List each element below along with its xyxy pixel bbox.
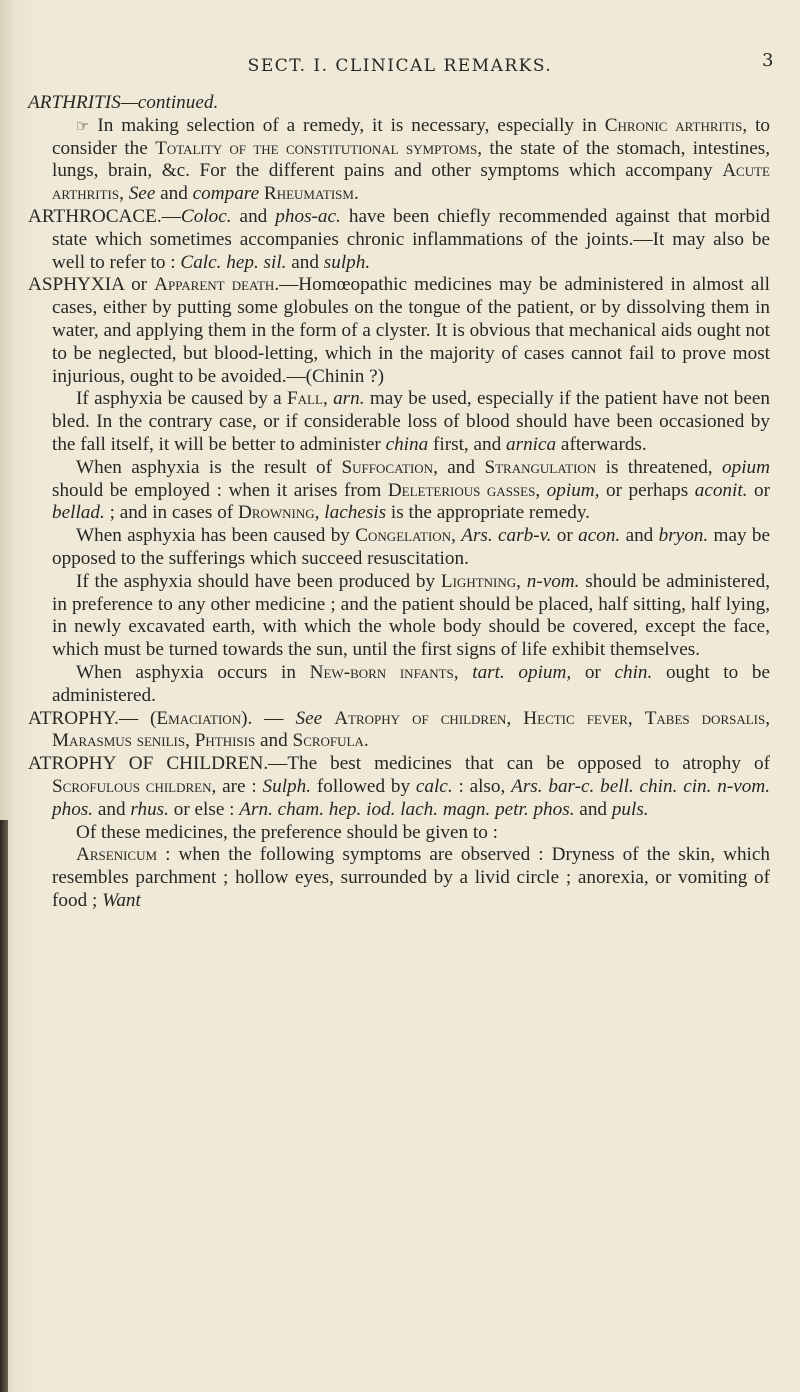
binding-shadow <box>0 820 8 1392</box>
asphyxia-congelation: When asphyxia has been caused by Congelation, Ars. carb-v. or acon. and bryon. may be opposed to the sufferings which succeed resuscitation. <box>52 525 771 569</box>
asphyxia-newborn: When asphyxia occurs in New-born infants, tart. opium, or chin. ought to be administered. <box>52 661 770 706</box>
entry-arthrocace: ARTHROCACE.—Coloc. and phos-ac. have been chiefly recommended against that morbid state which sometimes accompanies chronic inflammations of the joints.—It may also be well to refer to : Calc. hep. sil. and sulph. <box>28 205 770 273</box>
entry-atrophy: ATROPHY.— (Emaciation). — See Atrophy of children, Hectic fever, Tabes dorsalis, Marasmus senilis, Phthisis and Scrofula. <box>28 707 771 752</box>
pointing-hand-icon: ☞ <box>76 116 90 135</box>
entry-arthritis-text: ☞ In making selection of a remedy, it is necessary, especially in Chronic arthritis, to consider the Totality of the constitutional symptoms, the state of the stomach, intestines, lungs, brain, &c. For the different pains and other symptoms which accompany Acute arthritis, See and compare Rheumatism. <box>52 114 770 205</box>
atrophy-children-arsenicum: Arsenicum : when the following symptoms are observed : Dryness of the skin, which resembles parchment ; hollow eyes, surrounded by a livid circle ; anorexia, or vomiting of food ; Want <box>52 844 770 911</box>
asphyxia-suffocation: When asphyxia is the result of Suffocation, and Strangulation is threatened, opium should be employed : when it arises from Deleterious gasses, opium, or perhaps aconit. or bellad. ; and in cases of Drowning, lachesis is the appropriate remedy. <box>52 456 771 524</box>
entry-asphyxia: ASPHYXIA or Apparent death.—Homœopathic medicines may be administered in almost all cases, either by putting some globules on the tongue of the patient, or by dissolving them in water, and applying them in the form of a clyster. It is obvious that mechanical aids ought not to be neglected, but blood-letting, which in the majority of cases cannot fail to prove most injurious, ought to be avoided.—(Chinin ?) <box>28 274 770 387</box>
asphyxia-fall: If asphyxia be caused by a Fall, arn. may be used, especially if the patient have not been bled. In the contrary case, or if considerable loss of blood should have been occasioned by the fall itself, it will be better to administer china first, and arnica afterwards. <box>52 388 770 455</box>
entry-atrophy-of-children: ATROPHY OF CHILDREN.—The best medicines that can be opposed to atrophy of Scrofulous children, are : Sulph. followed by calc. : also, Ars. bar-c. bell. chin. cin. n-vom. phos. and rhus. or else : Arn. cham. hep. iod. lach. magn. petr. phos. and puls. <box>28 753 770 820</box>
body-text <box>28 92 770 913</box>
atrophy-children-preference: Of these medicines, the preference should be given to : <box>76 821 498 843</box>
running-header: SECT. I. CLINICAL REMARKS. <box>247 56 553 76</box>
asphyxia-lightning: If the asphyxia should have been produced by Lightning, n-vom. should be administered, in preference to any other medicine ; and the patient should be placed, half sitting, half lying, in newly excavated earth, with which the whole body should be covered, except the face, which must be turned towards the sun, until the first signs of life exhibit themselves. <box>52 570 770 661</box>
page-number: 3 <box>762 50 774 71</box>
entry-arthritis-heading: ARTHRITIS—continued. <box>28 92 219 113</box>
